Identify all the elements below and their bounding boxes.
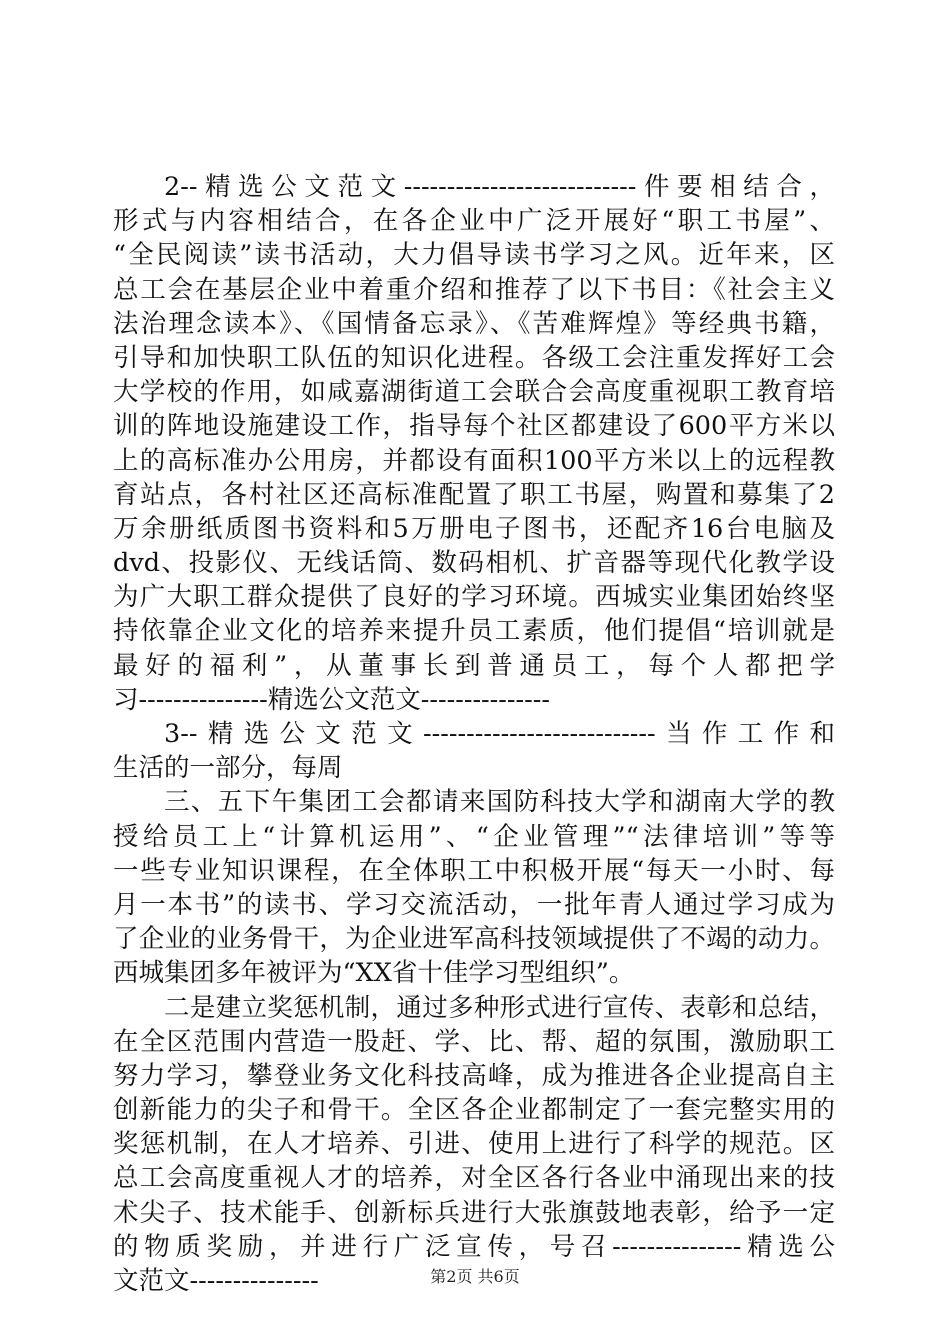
text-line: 为广大职工群众提供了良好的学习环境。西城实业集团始终坚	[113, 582, 835, 613]
text-line: 形式与内容相结合，在各企业中广泛开展好“职工书屋”、	[113, 206, 835, 237]
text-line: 法治理念读本》、《国情备忘录》、《苦难辉煌》等经典书籍，	[113, 308, 835, 339]
paragraph	[113, 717, 835, 785]
text-line: 生活的一部分，每周	[113, 753, 343, 784]
text-line: 引导和加快职工队伍的知识化进程。各级工会注重发挥好工会	[113, 342, 835, 373]
text-line: 创新能力的尖子和骨干。全区各企业都制定了一套完整实用的	[113, 1095, 835, 1126]
text-line: 习---------------精选公文范文---------------	[113, 684, 550, 715]
paragraph	[113, 170, 835, 717]
text-line: 的物质奖励，并进行广泛宣传，号召---------------精选公	[113, 1231, 835, 1262]
text-line: 持依靠企业文化的培养来提升员工素质，他们提倡“培训就是	[113, 616, 835, 647]
text-line: 西城集团多年被评为“XX省十佳学习型组织”。	[113, 958, 635, 989]
text-line: 三、五下午集团工会都请来国防科技大学和湖南大学的教	[164, 787, 835, 818]
text-line: 总工会在基层企业中着重介绍和推荐了以下书目：《社会主义	[113, 274, 835, 305]
text-line: 上的高标准办公用房，并都设有面积100平方米以上的远程教	[113, 445, 835, 476]
text-line: 一些专业知识课程，在全体职工中积极开展“每天一小时、每	[113, 855, 835, 886]
document-body	[113, 170, 835, 1298]
text-line: 授给员工上“计算机运用”、“企业管理”“法律培训”等等	[113, 821, 835, 852]
text-line: 月一本书”的读书、学习交流活动，一批年青人通过学习成为	[113, 889, 835, 920]
text-line: 2--精选公文范文---------------------------件要相结合，	[164, 172, 835, 202]
text-line: 大学校的作用，如咸嘉湖街道工会联合会高度重视职工教育培	[113, 377, 835, 408]
text-line: 术尖子、技术能手、创新标兵进行大张旗鼓地表彰，给予一定	[113, 1197, 835, 1228]
text-line: 总工会高度重视人才的培养，对全区各行各业中涌现出来的技	[113, 1163, 835, 1194]
paragraph	[113, 991, 835, 1299]
page-number-label: 第2页 共6页	[430, 1267, 520, 1286]
text-line: 3--精选公文范文---------------------------当作工作和	[164, 719, 835, 750]
text-line: 育站点，各村社区还高标准配置了职工书屋，购置和募集了2	[113, 479, 835, 510]
text-line: 了企业的业务骨干，为企业进军高科技领域提供了不竭的动力。	[113, 924, 835, 955]
text-line: dvd、投影仪、无线话筒、数码相机、扩音器等现代化教学设	[113, 548, 835, 579]
text-line: 努力学习，攀登业务文化科技高峰，成为推进各企业提高自主	[113, 1060, 835, 1091]
text-line: 在全区范围内营造一股赶、学、比、帮、超的氛围，激励职工	[113, 1026, 835, 1057]
page-number-footer	[0, 1267, 950, 1287]
text-line: 二是建立奖惩机制，通过多种形式进行宣传、表彰和总结，	[164, 992, 835, 1023]
text-line: 训的阵地设施建设工作，指导每个社区都建设了600平方米以	[113, 411, 835, 442]
text-line: “全民阅读”读书活动，大力倡导读书学习之风。近年来，区	[113, 240, 835, 271]
text-line: 文范文---------------	[113, 1266, 319, 1297]
text-line: 最好的福利”，从董事长到普通员工，每个人都把学	[113, 650, 835, 681]
text-line: 奖惩机制，在人才培养、引进、使用上进行了科学的规范。区	[113, 1129, 835, 1160]
paragraph	[113, 785, 835, 990]
text-line: 万余册纸质图书资料和5万册电子图书，还配齐16台电脑及	[113, 513, 835, 544]
